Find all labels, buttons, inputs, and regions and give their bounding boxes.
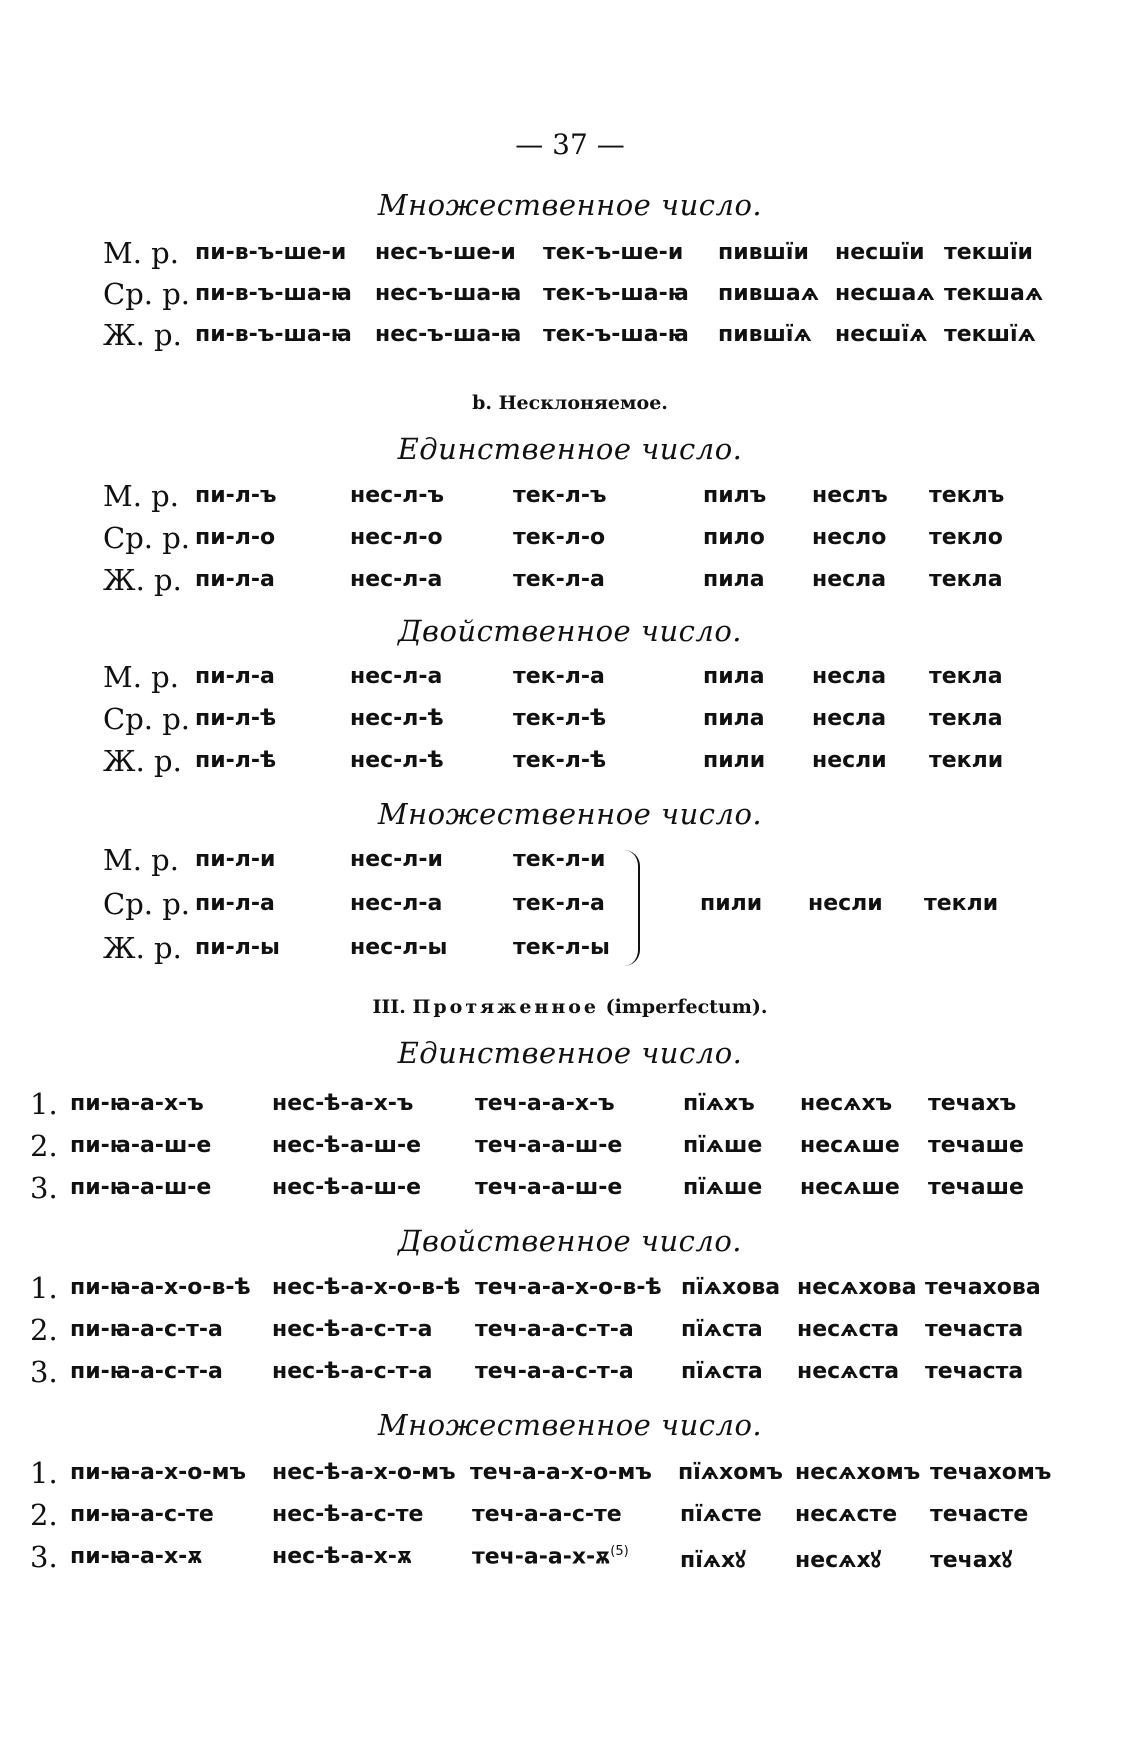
cell: пи-ꙗ-а-с-т-а [70,1359,223,1384]
cell: нес-л-ѣ [350,706,444,731]
cell: пи-л-и [195,847,276,872]
section-numeral: III. [372,996,406,1018]
cell: нес-л-и [350,847,443,872]
cell: тек-ъ-ше-и [543,240,684,265]
cell: тек-л-ы [513,935,610,960]
cell: течаста [925,1359,1024,1384]
cell: теч-а-а-ш-е [475,1133,623,1158]
table-row [0,236,1140,276]
cell: нес-ѣ-а-х-ъ [272,1091,414,1116]
row-label: 2. [30,1498,58,1532]
section-title-word: Протяженное [412,996,599,1018]
cell: пили [703,748,766,773]
cell: пи-ꙗ-а-х-ъ [70,1091,204,1116]
cell-with-footnote [472,1544,629,1569]
cell: нес-ѣ-а-х-о-мъ [272,1460,456,1485]
cell: теч-а-а-х-ъ [475,1091,615,1116]
row-label: 3. [30,1355,58,1389]
cell: несли [812,748,887,773]
row-label: 3. [30,1171,58,1205]
cell: пїѧхова [681,1275,781,1300]
cell: пило [703,525,765,550]
cell: тек-л-ъ [513,483,607,508]
cell: теч-а-а-х-о-в-ѣ [475,1275,662,1300]
cell: текли [924,891,999,916]
cell: нес-ѣ-а-ш-е [272,1175,422,1200]
cell: пїѧхомъ [678,1460,783,1485]
section-title-indeclinable: b. Несклоняемое. [472,392,668,414]
cell: нес-ѣ-а-ш-е [272,1133,422,1158]
table-row [0,1456,1140,1496]
row-label: М. р. [103,236,179,270]
cell: несшїи [835,240,925,265]
cell: пившїѧ [718,322,812,347]
row-label: 2. [30,1313,58,1347]
cell: пившїи [718,240,809,265]
cell: пи-ꙗ-а-х-о-мъ [70,1460,247,1485]
cell: несло [812,525,887,550]
table-row [0,887,1140,927]
cell: пила [703,706,765,731]
cell: теч-а-а-с-т-а [475,1317,634,1342]
cell: нес-л-ы [350,935,448,960]
cell: пи-л-а [195,567,275,592]
cell: пи-ꙗ-а-ш-е [70,1133,212,1158]
cell: пи-л-а [195,891,275,916]
page-number: — 37 — [515,128,625,161]
row-label: 3. [30,1540,58,1574]
row-label: Ср. р. [103,887,190,921]
cell: нес-ѣ-а-с-т-а [272,1359,433,1384]
cell: течахъ [928,1091,1017,1116]
cell: нес-ъ-ша-ꙗ [375,322,522,347]
cell: нес-ъ-ша-ꙗ [375,281,522,306]
cell: несѧста [797,1359,900,1384]
cell: текла [929,706,1003,731]
heading-plural: Множественное число. [377,1408,763,1442]
cell: несѧхꙋ [795,1548,881,1573]
table-row [0,1129,1140,1169]
cell: пи-ꙗ-а-с-т-а [70,1317,223,1342]
cell: нес-ъ-ше-и [375,240,516,265]
row-label: М. р. [103,479,179,513]
cell: пи-ꙗ-а-с-те [70,1502,214,1527]
cell: несла [812,567,887,592]
cell: пившаѧ [718,281,820,306]
cell: нес-ѣ-а-х-ѫ [272,1544,413,1569]
cell: пи-л-ы [195,935,280,960]
cell: нес-ѣ-а-с-т-а [272,1317,433,1342]
cell: пила [703,567,765,592]
cell: несли [808,891,883,916]
row-label: Ср. р. [103,277,190,311]
cell: тек-ъ-ша-ꙗ [543,281,689,306]
cell: несла [812,664,887,689]
table-row [0,521,1140,561]
heading-dual: Двойственное число. [397,614,743,648]
table-row [0,563,1140,603]
cell: течаста [925,1317,1024,1342]
cell: несшїѧ [835,322,928,347]
footnote-marker: (5) [610,1544,629,1559]
row-label: 1. [30,1456,58,1490]
row-label: 1. [30,1087,58,1121]
cell: пилъ [703,483,767,508]
cell: текла [929,664,1003,689]
section-title-latin: (imperfectum). [605,996,768,1018]
cell: несла [812,706,887,731]
brace-bracket [624,850,640,966]
cell: текшїѧ [944,322,1036,347]
table-row [0,479,1140,519]
cell: нес-ѣ-а-с-те [272,1502,424,1527]
heading-dual: Двойственное число. [397,1224,743,1258]
cell: теч-а-а-х-ѫ [472,1544,611,1570]
row-label: Ж. р. [103,318,182,352]
cell: неслъ [812,483,888,508]
cell: пїѧхъ [683,1091,755,1116]
cell: пи-в-ъ-ша-ꙗ [195,322,352,347]
cell: пи-в-ъ-ше-и [195,240,347,265]
cell: нес-л-а [350,664,443,689]
table-row [0,1498,1140,1538]
cell: пили [700,891,763,916]
cell: течаше [928,1175,1024,1200]
table-row [0,1087,1140,1127]
cell: течахомъ [930,1460,1052,1485]
table-row [0,660,1140,700]
row-label: М. р. [103,843,179,877]
cell: пи-л-ѣ [195,748,277,773]
cell: текли [929,748,1004,773]
cell: тек-л-а [513,664,605,689]
cell: несшаѧ [835,281,935,306]
cell: пїѧхꙋ [680,1548,746,1573]
heading-plural: Множественное число. [377,797,763,831]
cell: течасте [930,1502,1029,1527]
cell: нес-л-а [350,891,443,916]
cell: несѧсте [795,1502,898,1527]
cell: тек-л-ѣ [513,748,607,773]
cell: течахова [925,1275,1041,1300]
cell: текшаѧ [944,281,1044,306]
cell: несѧше [800,1175,900,1200]
cell: теч-а-а-х-о-мъ [470,1460,652,1485]
cell: несѧхомъ [795,1460,921,1485]
cell: несѧхъ [800,1091,893,1116]
section-title-imperfect [0,996,1140,1018]
cell: пїѧсте [680,1502,762,1527]
cell: тек-л-о [513,525,606,550]
cell: тек-л-ѣ [513,706,607,731]
table-row [0,1313,1140,1353]
cell: нес-ѣ-а-х-о-в-ѣ [272,1275,461,1300]
cell: нес-л-ъ [350,483,445,508]
table-row [0,1540,1140,1580]
cell: текшїи [944,240,1033,265]
row-label: М. р. [103,660,179,694]
table-row [0,318,1140,358]
row-label: Ср. р. [103,702,190,736]
cell: нес-л-ѣ [350,748,444,773]
cell: тек-ъ-ша-ꙗ [543,322,689,347]
cell: текла [929,567,1003,592]
cell: тек-л-а [513,567,605,592]
cell: несѧхова [797,1275,917,1300]
row-label: Ср. р. [103,521,190,555]
cell: тек-л-а [513,891,605,916]
table-row [0,277,1140,317]
row-label: Ж. р. [103,931,182,965]
cell: пи-л-о [195,525,276,550]
cell: тек-л-и [513,847,606,872]
cell: пи-в-ъ-ша-ꙗ [195,281,352,306]
table-row [0,843,1140,883]
cell: пїѧше [683,1133,763,1158]
cell: пи-л-а [195,664,275,689]
cell: пи-ꙗ-а-х-о-в-ѣ [70,1275,251,1300]
table-row [0,1171,1140,1211]
row-label: 1. [30,1271,58,1305]
cell: течаше [928,1133,1024,1158]
cell: несѧше [800,1133,900,1158]
cell: пи-л-ѣ [195,706,277,731]
cell: текло [929,525,1003,550]
heading-plural-participle: Множественное число. [377,188,763,222]
row-label: Ж. р. [103,563,182,597]
cell: пила [703,664,765,689]
cell: пїѧста [681,1317,763,1342]
cell: теч-а-а-ш-е [475,1175,623,1200]
cell: пи-л-ъ [195,483,277,508]
cell: пїѧста [681,1359,763,1384]
cell: пи-ꙗ-а-х-ѫ [70,1544,203,1569]
row-label: 2. [30,1129,58,1163]
table-row [0,1355,1140,1395]
table-row [0,931,1140,971]
cell: теч-а-а-с-т-а [475,1359,634,1384]
cell: нес-л-а [350,567,443,592]
cell: теклъ [929,483,1005,508]
cell: теч-а-а-с-те [472,1502,622,1527]
row-label: Ж. р. [103,744,182,778]
table-row [0,1271,1140,1311]
cell: пи-ꙗ-а-ш-е [70,1175,212,1200]
cell: нес-л-о [350,525,443,550]
heading-singular: Единственное число. [397,1036,743,1070]
table-row [0,702,1140,742]
cell: несѧста [797,1317,900,1342]
heading-singular: Единственное число. [397,432,743,466]
cell: течахꙋ [930,1548,1013,1573]
table-row [0,744,1140,784]
cell: пїѧше [683,1175,763,1200]
